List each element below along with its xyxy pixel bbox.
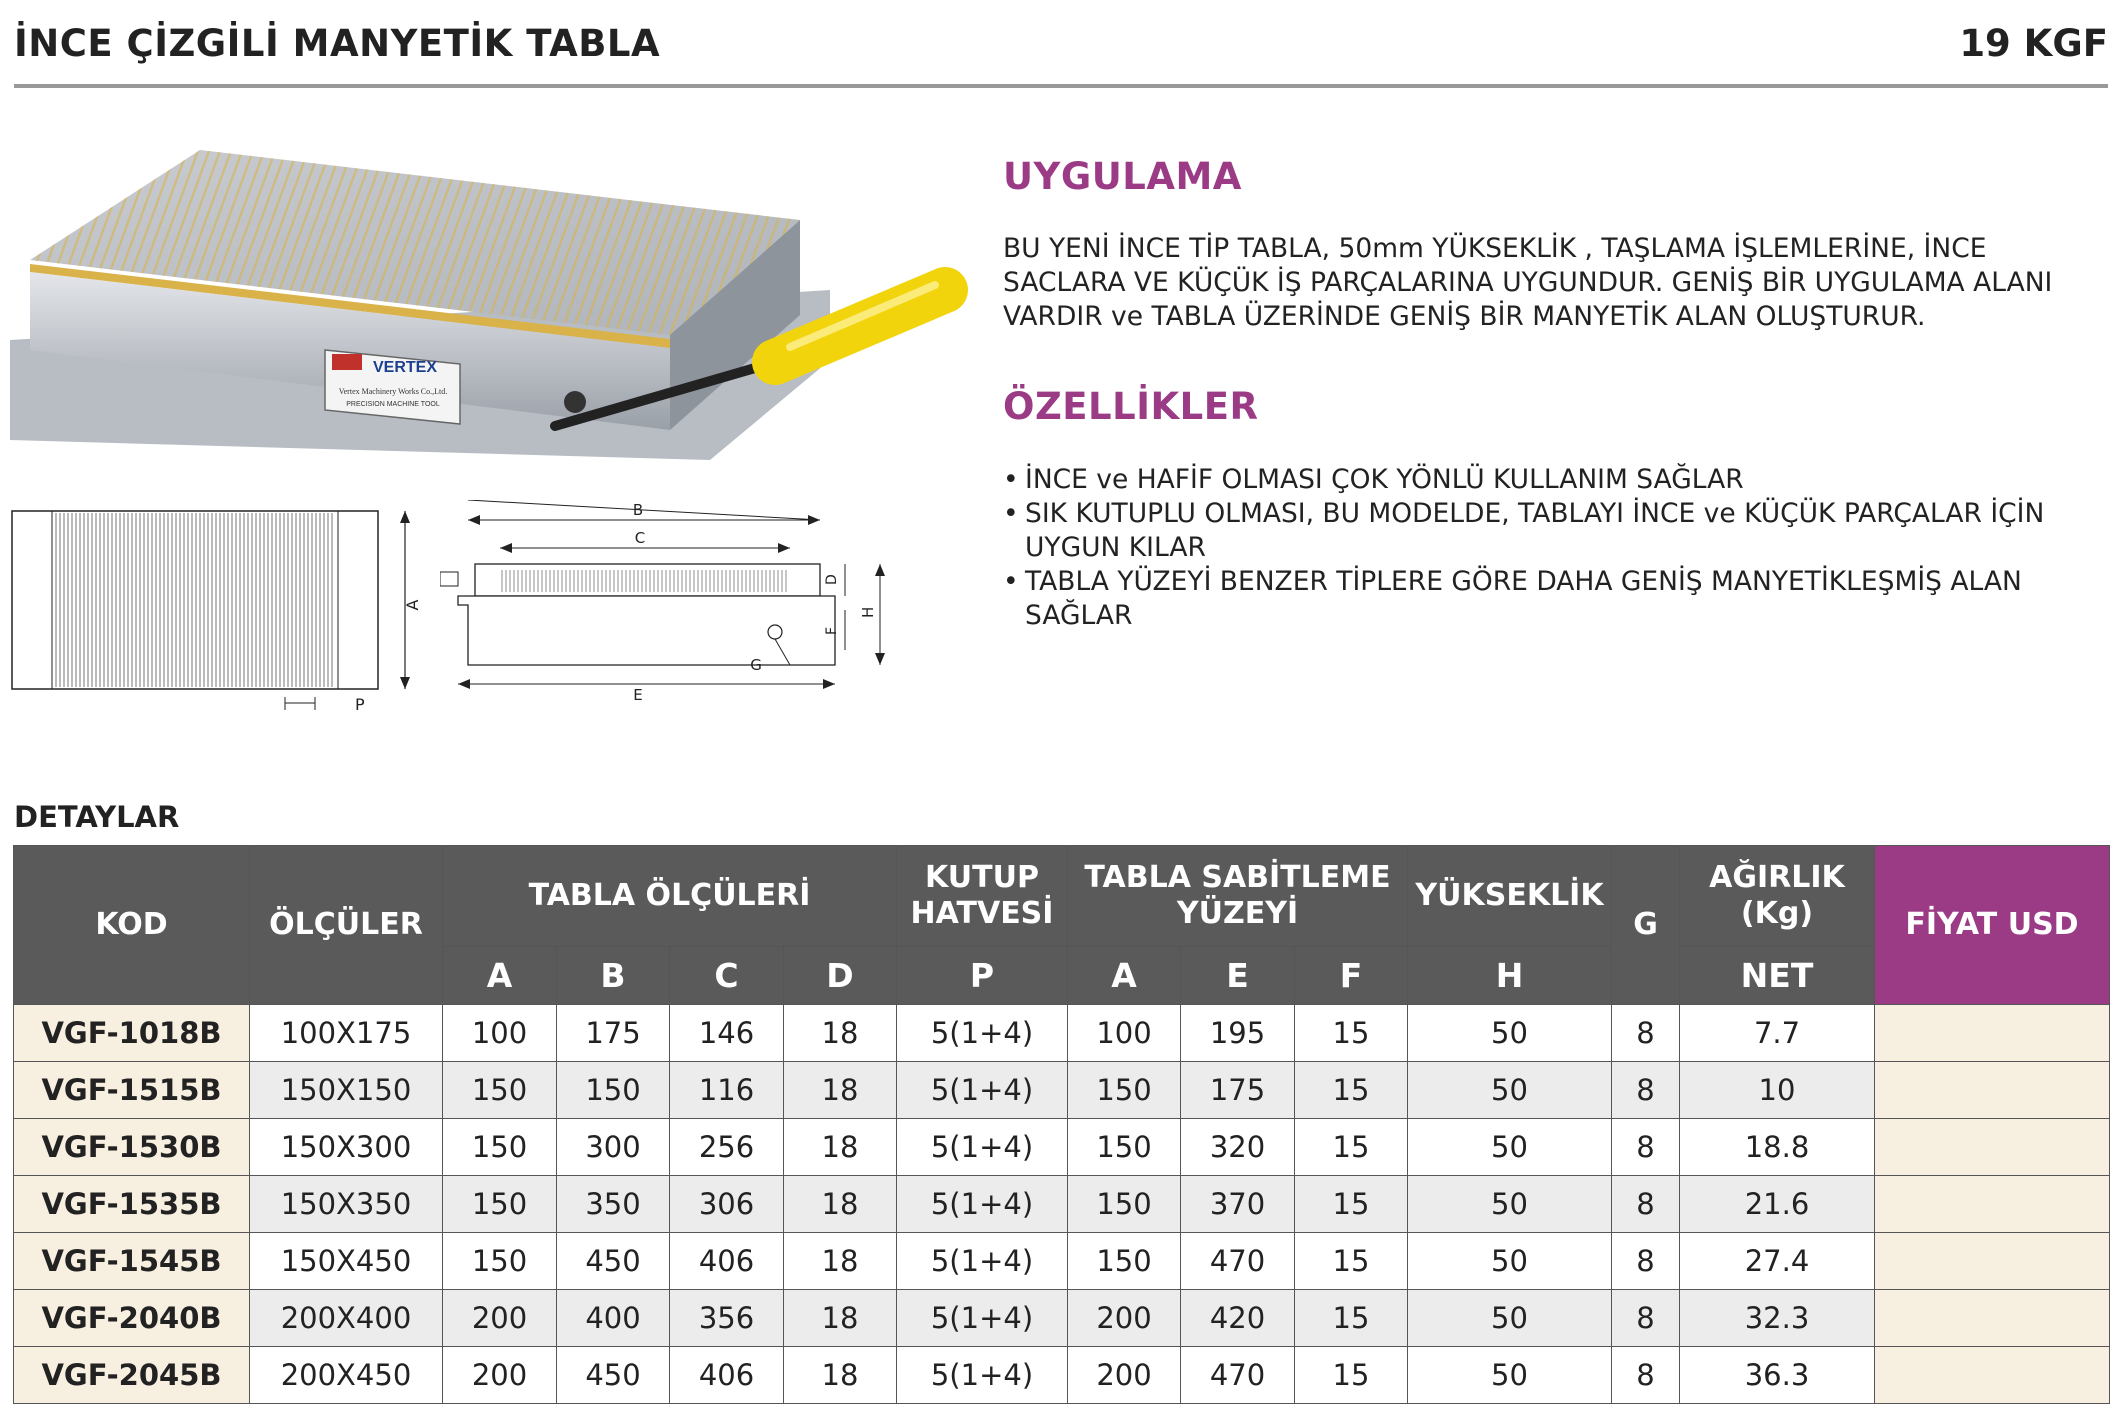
cell-d: 18: [784, 1290, 897, 1347]
dimension-g-label: G: [750, 656, 762, 674]
cell-p: 5(1+4): [897, 1062, 1068, 1119]
header-a2: A: [1068, 947, 1181, 1005]
cell-c: 116: [670, 1062, 784, 1119]
cell-fiyat: [1875, 1119, 2110, 1176]
header-e: E: [1181, 947, 1295, 1005]
cell-g: 8: [1612, 1347, 1680, 1404]
cell-e: 470: [1181, 1233, 1295, 1290]
table-row: [14, 1119, 2110, 1176]
cell-kod: VGF-2040B: [14, 1290, 250, 1347]
header-a: A: [443, 947, 557, 1005]
cell-d: 18: [784, 1176, 897, 1233]
cell-c: 406: [670, 1233, 784, 1290]
cell-fiyat: [1875, 1233, 2110, 1290]
features-title: ÖZELLİKLER: [1003, 385, 1259, 428]
cell-f: 15: [1295, 1176, 1408, 1233]
cell-b: 175: [557, 1005, 670, 1062]
cell-a: 100: [443, 1005, 557, 1062]
cell-f: 15: [1295, 1233, 1408, 1290]
side-view-diagram: [440, 500, 900, 700]
feature-item: [1003, 497, 2115, 565]
cell-olculer: 150X350: [250, 1176, 443, 1233]
cell-a: 150: [443, 1062, 557, 1119]
cell-h: 50: [1408, 1290, 1612, 1347]
dimension-f-label: F: [824, 626, 840, 635]
cell-kod: VGF-1515B: [14, 1062, 250, 1119]
cell-kod: VGF-2045B: [14, 1347, 250, 1404]
cell-e: 320: [1181, 1119, 1295, 1176]
cell-h: 50: [1408, 1119, 1612, 1176]
cell-a: 150: [443, 1176, 557, 1233]
cell-h: 50: [1408, 1005, 1612, 1062]
cell-p: 5(1+4): [897, 1347, 1068, 1404]
cell-p: 5(1+4): [897, 1290, 1068, 1347]
cell-h: 50: [1408, 1176, 1612, 1233]
cell-net: 27.4: [1680, 1233, 1875, 1290]
header-tabla-olculeri: TABLA ÖLÇÜLERİ: [443, 846, 897, 947]
cell-olculer: 150X300: [250, 1119, 443, 1176]
header-d: D: [784, 947, 897, 1005]
cell-a2: 150: [1068, 1119, 1181, 1176]
dimension-e-label: E: [633, 686, 643, 700]
application-text: BU YENİ İNCE TİP TABLA, 50mm YÜKSEKLİK , TAŞLAMA İŞLEMLERİNE, İNCE SACLARA VE KÜÇÜK İŞ PARÇALARINA UYGUNDUR. GENİŞ BİR UYGULAMA ALANI VARDIR ve TABLA ÜZERİNDE GENİŞ BİR MANYETİK ALAN OLUŞTURUR.: [1003, 233, 2053, 332]
header-f: F: [1295, 947, 1408, 1005]
cell-c: 146: [670, 1005, 784, 1062]
cell-e: 370: [1181, 1176, 1295, 1233]
cell-g: 8: [1612, 1290, 1680, 1347]
cell-d: 18: [784, 1119, 897, 1176]
cell-olculer: 100X175: [250, 1005, 443, 1062]
cell-kod: VGF-1535B: [14, 1176, 250, 1233]
cell-fiyat: [1875, 1290, 2110, 1347]
header-b: B: [557, 947, 670, 1005]
table-row: [14, 1005, 2110, 1062]
cell-d: 18: [784, 1233, 897, 1290]
cell-b: 350: [557, 1176, 670, 1233]
cell-f: 15: [1295, 1119, 1408, 1176]
header-net: NET: [1680, 947, 1875, 1005]
cell-olculer: 150X150: [250, 1062, 443, 1119]
top-view-diagram: [10, 505, 430, 715]
bullet: •: [1003, 566, 1019, 597]
cell-a: 200: [443, 1347, 557, 1404]
header-p: P: [897, 947, 1068, 1005]
dimension-h-label: H: [859, 606, 877, 618]
header-fiyat: FİYAT USD: [1875, 846, 2110, 1005]
cell-e: 420: [1181, 1290, 1295, 1347]
cell-b: 450: [557, 1233, 670, 1290]
cell-b: 300: [557, 1119, 670, 1176]
feature-item: [1003, 463, 2115, 497]
feature-item: [1003, 565, 2115, 633]
cell-kod: VGF-1018B: [14, 1005, 250, 1062]
spec-table-body: [14, 1005, 2110, 1404]
cell-f: 15: [1295, 1005, 1408, 1062]
cell-fiyat: [1875, 1176, 2110, 1233]
cell-e: 470: [1181, 1347, 1295, 1404]
cell-olculer: 200X400: [250, 1290, 443, 1347]
cell-c: 406: [670, 1347, 784, 1404]
table-row: [14, 1233, 2110, 1290]
cell-fiyat: [1875, 1005, 2110, 1062]
cell-c: 256: [670, 1119, 784, 1176]
cell-d: 18: [784, 1062, 897, 1119]
cell-p: 5(1+4): [897, 1005, 1068, 1062]
cell-h: 50: [1408, 1233, 1612, 1290]
cell-net: 18.8: [1680, 1119, 1875, 1176]
cell-h: 50: [1408, 1062, 1612, 1119]
cell-net: 21.6: [1680, 1176, 1875, 1233]
table-body-outline: [475, 564, 820, 596]
cell-f: 15: [1295, 1062, 1408, 1119]
spec-table: [13, 845, 2110, 1404]
bullet: •: [1003, 498, 1019, 529]
cell-a2: 150: [1068, 1176, 1181, 1233]
cell-b: 150: [557, 1062, 670, 1119]
dimension-c-label: C: [634, 529, 646, 547]
brand-logo: VERTEX: [372, 359, 438, 376]
cell-a: 150: [443, 1233, 557, 1290]
cell-a: 150: [443, 1119, 557, 1176]
dimension-d-label: D: [824, 574, 840, 585]
cell-a2: 150: [1068, 1233, 1181, 1290]
product-image: [10, 140, 970, 460]
cell-g: 8: [1612, 1176, 1680, 1233]
cell-kod: VGF-1545B: [14, 1233, 250, 1290]
header-sabitleme: TABLA SABİTLEME YÜZEYİ: [1068, 846, 1408, 947]
cell-b: 450: [557, 1347, 670, 1404]
cell-p: 5(1+4): [897, 1233, 1068, 1290]
header-olculer: ÖLÇÜLER: [250, 846, 443, 1005]
header-c: C: [670, 947, 784, 1005]
cell-a2: 200: [1068, 1290, 1181, 1347]
table-row: [14, 1290, 2110, 1347]
feature-text: SIK KUTUPLU OLMASI, BU MODELDE, TABLAYI İNCE ve KÜÇÜK PARÇALAR İÇİN UYGUN KILAR: [1025, 498, 2045, 563]
plate-line1: Vertex Machinery Works Co.,Ltd.: [338, 387, 448, 396]
cell-f: 15: [1295, 1347, 1408, 1404]
cell-net: 32.3: [1680, 1290, 1875, 1347]
cell-kod: VGF-1530B: [14, 1119, 250, 1176]
cell-g: 8: [1612, 1005, 1680, 1062]
cell-p: 5(1+4): [897, 1119, 1068, 1176]
header-kod: KOD: [14, 846, 250, 1005]
cell-c: 356: [670, 1290, 784, 1347]
table-row: [14, 1347, 2110, 1404]
cell-fiyat: [1875, 1062, 2110, 1119]
cell-h: 50: [1408, 1347, 1612, 1404]
cell-a2: 200: [1068, 1347, 1181, 1404]
cell-fiyat: [1875, 1347, 2110, 1404]
cell-a: 200: [443, 1290, 557, 1347]
cell-c: 306: [670, 1176, 784, 1233]
cell-g: 8: [1612, 1119, 1680, 1176]
cell-net: 7.7: [1680, 1005, 1875, 1062]
cell-f: 15: [1295, 1290, 1408, 1347]
details-label: DETAYLAR: [14, 800, 180, 834]
feature-text: İNCE ve HAFİF OLMASI ÇOK YÖNLÜ KULLANIM SAĞLAR: [1025, 464, 1744, 495]
table-row: [14, 1062, 2110, 1119]
cell-olculer: 150X450: [250, 1233, 443, 1290]
cell-p: 5(1+4): [897, 1176, 1068, 1233]
table-outline: [12, 511, 378, 689]
magnetic-force: 19 KGF: [1959, 22, 2108, 65]
feature-text: TABLA YÜZEYİ BENZER TİPLERE GÖRE DAHA GENİŞ MANYETİKLEŞMİŞ ALAN SAĞLAR: [1025, 566, 2022, 631]
cell-net: 10: [1680, 1062, 1875, 1119]
cell-e: 175: [1181, 1062, 1295, 1119]
cell-g: 8: [1612, 1062, 1680, 1119]
features-list: [1003, 463, 2115, 633]
bullet: •: [1003, 464, 1019, 495]
cell-a2: 100: [1068, 1005, 1181, 1062]
cell-b: 400: [557, 1290, 670, 1347]
dimension-a-label: A: [403, 599, 422, 611]
header-h: H: [1408, 947, 1612, 1005]
application-title: UYGULAMA: [1003, 155, 1242, 198]
page-title: İNCE ÇİZGİLİ MANYETİK TABLA: [14, 22, 661, 65]
dimension-p-label: P: [355, 695, 365, 714]
cell-a2: 150: [1068, 1062, 1181, 1119]
page-header: [14, 18, 2108, 88]
header-agirlik: AĞIRLIK (Kg): [1680, 846, 1875, 947]
header-yukseklik: YÜKSEKLİK: [1408, 846, 1612, 947]
table-row: [14, 1176, 2110, 1233]
header-kutup-hatvesi: KUTUP HATVESİ: [897, 846, 1068, 947]
cell-e: 195: [1181, 1005, 1295, 1062]
header-g: G: [1612, 846, 1680, 1005]
plate-line2: PRECISION MACHINE TOOL: [346, 401, 440, 408]
cell-olculer: 200X450: [250, 1347, 443, 1404]
cell-d: 18: [784, 1005, 897, 1062]
cell-d: 18: [784, 1347, 897, 1404]
cell-net: 36.3: [1680, 1347, 1875, 1404]
dimension-b-label: B: [632, 501, 644, 519]
cell-g: 8: [1612, 1233, 1680, 1290]
